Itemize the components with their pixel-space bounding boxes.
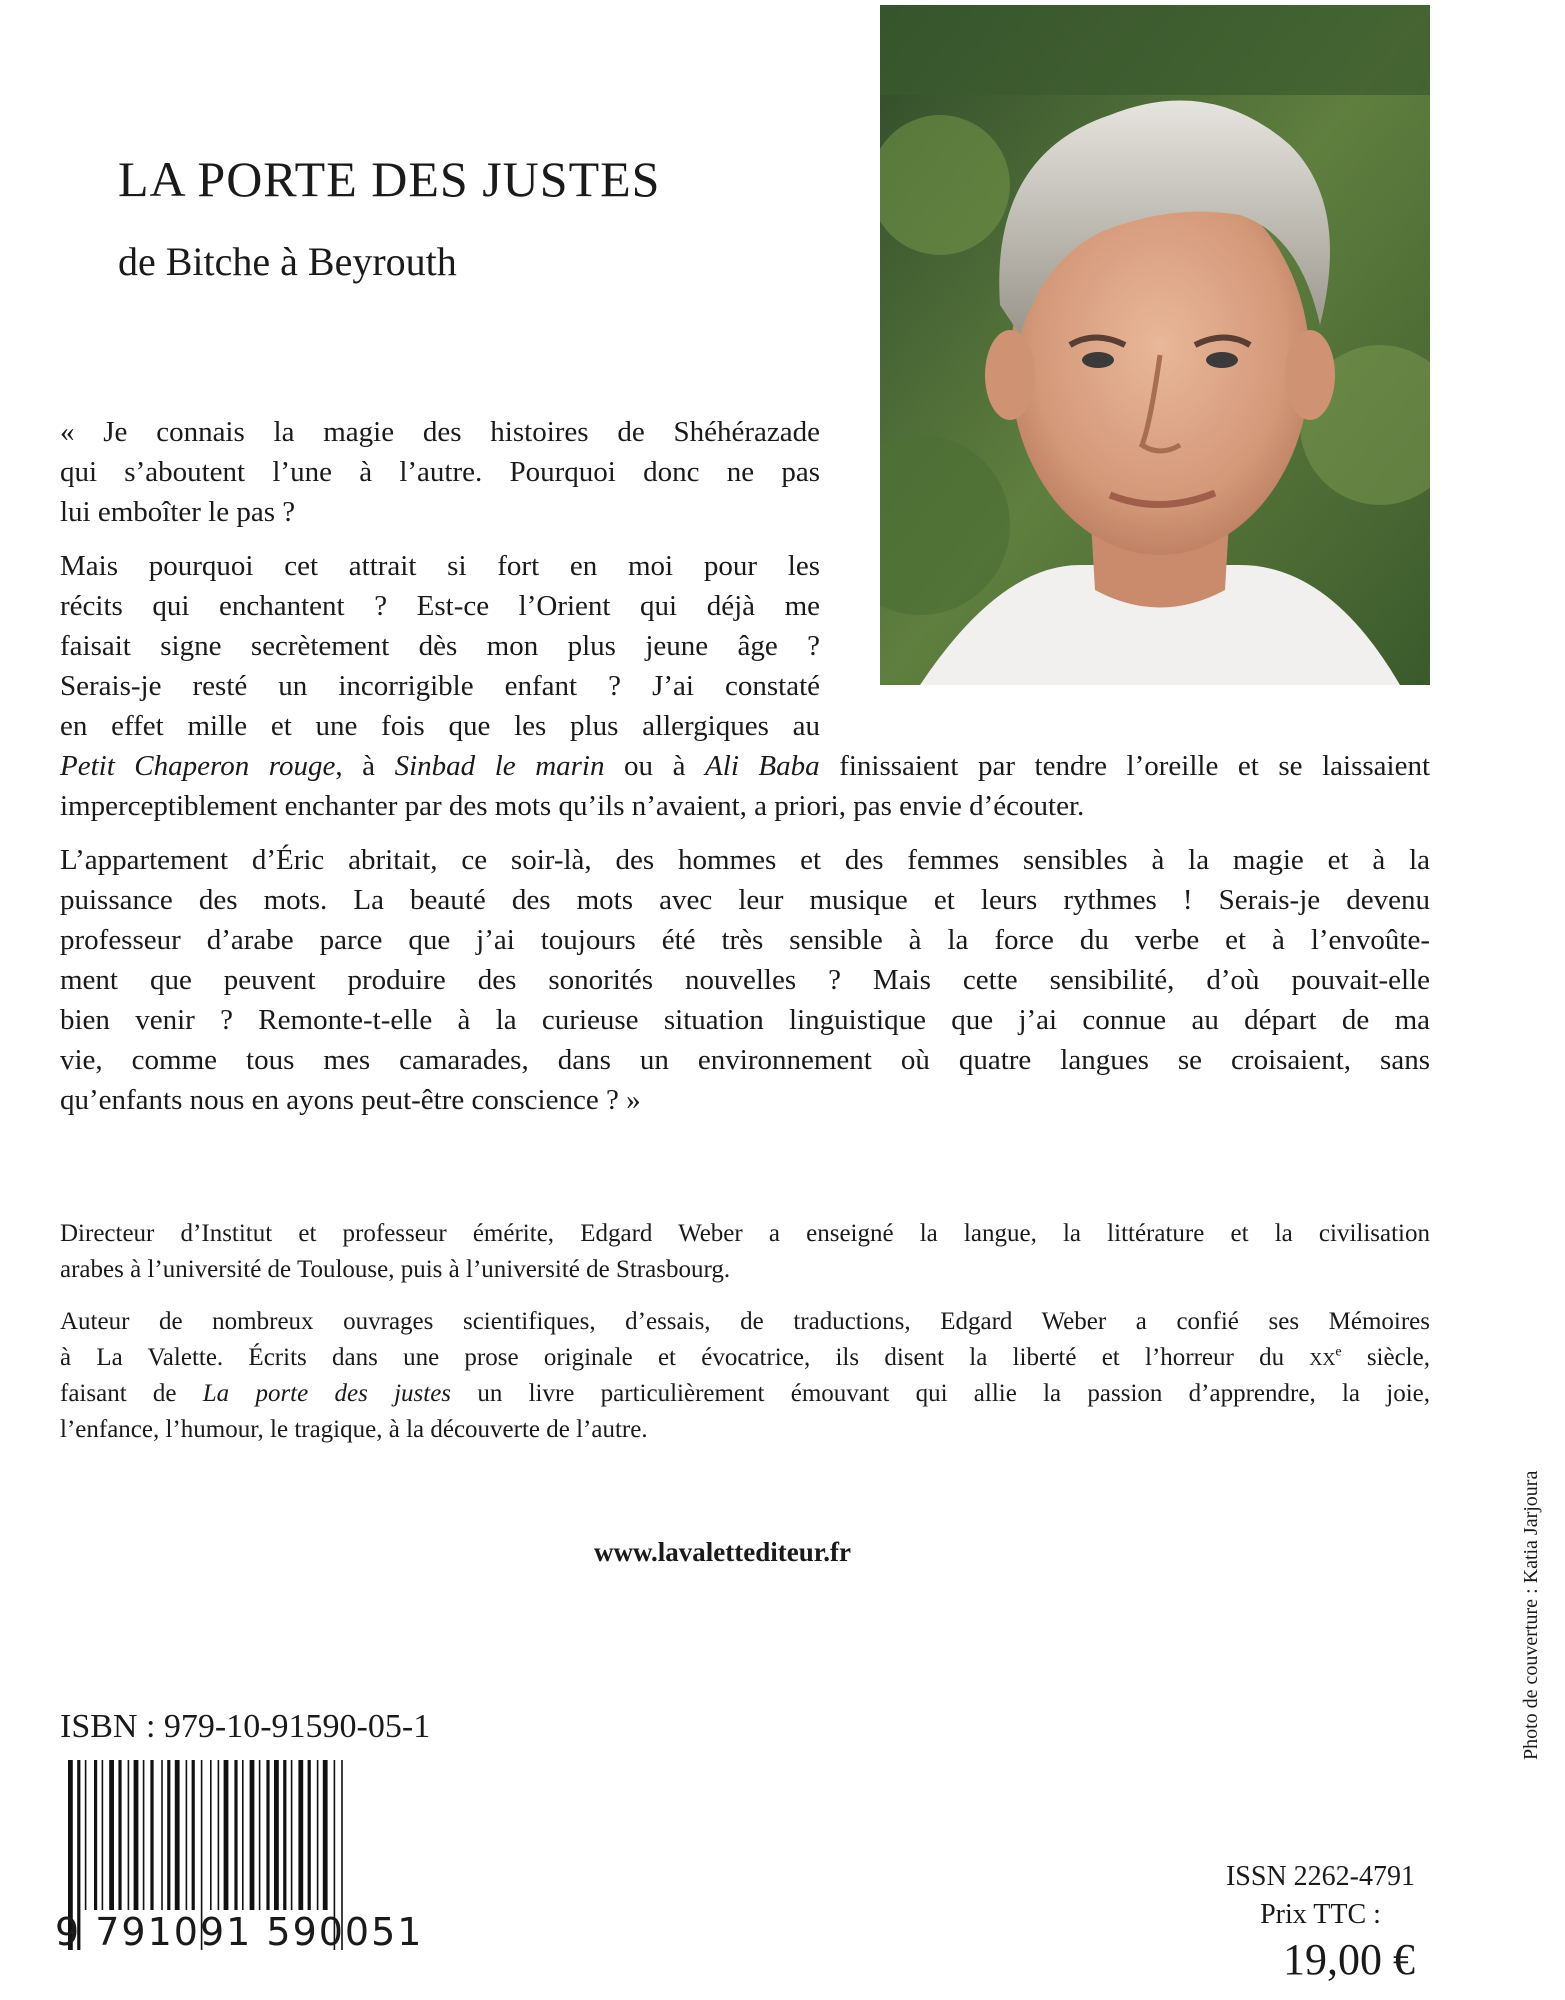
text-line: imperceptiblement enchanter par des mots qu’ils n’avaient, a priori, pas envie d’écouter. <box>60 790 1085 822</box>
text-line: arabes à l’université de Toulouse, puis à l’université de Strasbourg. <box>60 1256 731 1283</box>
text-fragment: à La Valette. Écrits dans une prose originale et évocatrice, ils disent la liberté et l’horreur du <box>60 1344 1310 1371</box>
author-bio <box>60 1216 1430 1464</box>
bio-paragraph-1 <box>60 1216 1430 1288</box>
barcode-bar <box>259 1760 261 1910</box>
text-line: ment que peuvent produire des sonorités nouvelles ? Mais cette sensibilité, d’où pouvait-elle <box>60 964 1430 996</box>
barcode-bar <box>250 1760 255 1910</box>
text-line: bien venir ? Remonte-t-elle à la curieuse situation linguistique que j’ai connue au départ de ma <box>60 1004 1430 1036</box>
publisher-website <box>0 1537 1565 1568</box>
barcode-bar <box>85 1760 87 1910</box>
text-fragment: siècle, <box>1341 1344 1430 1371</box>
text-fragment: , à <box>335 750 395 782</box>
barcode-bar <box>150 1760 153 1910</box>
text-fragment: finissaient par tendre l’oreille et se laissaient <box>819 750 1431 782</box>
text-fragment: faisant de <box>60 1380 203 1407</box>
price: 19,00 € <box>1283 1935 1415 1984</box>
barcode-bar <box>109 1760 114 1910</box>
text-line <box>60 746 1430 786</box>
isbn: ISBN : 979-10-91590-05-1 <box>60 1708 431 1745</box>
barcode-bar <box>118 1760 121 1910</box>
text-line <box>60 1376 1430 1412</box>
barcode-bar <box>94 1760 97 1910</box>
barcode-bar <box>186 1760 188 1910</box>
barcode-bar <box>134 1760 139 1910</box>
text-line: Directeur d’Institut et professeur émérite, Edgard Weber a enseigné la langue, la littérature et la civilisation <box>60 1220 1430 1247</box>
issn: ISSN 2262-4791 <box>1225 1861 1415 1892</box>
barcode-bar <box>102 1760 104 1910</box>
barcode-bar <box>308 1760 311 1910</box>
barcode-bar <box>218 1760 220 1910</box>
book-title: LA PORTE DES JUSTES <box>118 151 661 207</box>
barcode-bar <box>266 1760 269 1910</box>
barcode-bar <box>143 1760 145 1910</box>
book-subtitle: de Bitche à Beyrouth <box>118 239 457 284</box>
text-line: en effet mille et une fois que les plus allergiques au <box>60 710 820 742</box>
barcode-bar <box>274 1760 279 1910</box>
barcode-bar <box>175 1760 180 1910</box>
text-line: l’enfance, l’humour, le tragique, à la découverte de l’autre. <box>60 1416 648 1443</box>
text-line: lui emboîter le pas ? <box>60 496 296 528</box>
text-line <box>60 1340 1430 1376</box>
text-line: Auteur de nombreux ouvrages scientifiques, d’essais, de traductions, Edgard Weber a confié ses Mémoires <box>60 1308 1430 1335</box>
quote-paragraph-2 <box>60 546 1430 826</box>
barcode-bar <box>128 1760 130 1910</box>
text-fragment: ou à <box>604 750 706 782</box>
barcode-bar <box>210 1760 212 1910</box>
text-line: Serais-je resté un incorrigible enfant ? J’ai constaté <box>60 670 820 702</box>
barcode-bar <box>242 1760 244 1910</box>
text-line: qu’enfants nous en ayons peut-être conscience ? » <box>60 1084 641 1116</box>
quote-paragraph-1 <box>60 412 820 532</box>
barcode-bar <box>234 1760 237 1910</box>
barcode-bar <box>291 1760 293 1910</box>
bio-paragraph-2 <box>60 1304 1430 1448</box>
text-line: récits qui enchantent ? Est-ce l’Orient qui déjà me <box>60 590 820 622</box>
text-line: faisait signe secrètement dès mon plus jeune âge ? <box>60 630 820 662</box>
barcode-bar <box>224 1760 229 1910</box>
text-line: qui s’aboutent l’une à l’autre. Pourquoi donc ne pas <box>60 456 820 488</box>
text-line: Mais pourquoi cet attrait si fort en moi pour les <box>60 550 820 582</box>
barcode-bar <box>283 1760 286 1910</box>
text-line: vie, comme tous mes camarades, dans un environnement où quatre langues se croisaient, sans <box>60 1044 1430 1076</box>
barcode-digits: 9 791091 590051 <box>55 1910 424 1954</box>
barcode-bar <box>298 1760 303 1910</box>
barcode-bar <box>167 1760 170 1910</box>
price-label: Prix TTC : <box>1260 1899 1381 1930</box>
text-fragment: un livre particulièrement émouvant qui allie la passion d’apprendre, la joie, <box>451 1380 1431 1407</box>
quote-excerpt <box>60 412 1430 1134</box>
quote-paragraph-3 <box>60 840 1430 1120</box>
issn-block <box>1226 1858 1415 1934</box>
superscript: e <box>1335 1344 1342 1360</box>
text-line: « Je connais la magie des histoires de Shéhérazade <box>60 416 820 448</box>
text-line: professeur d’arabe parce que j’ai toujours été très sensible à la force du verbe et à l’envoûte- <box>60 924 1430 956</box>
barcode-bar <box>323 1760 328 1910</box>
century-numeral: xx <box>1309 1344 1336 1371</box>
italic-title: Sinbad le marin <box>394 750 605 782</box>
italic-title: Ali Baba <box>705 750 820 782</box>
photo-credit: Photo de couverture : Katia Jarjoura <box>1520 1470 1542 1760</box>
barcode-bar <box>192 1760 195 1910</box>
website-link[interactable]: www.lavalettediteur.fr <box>594 1537 851 1567</box>
text-line: puissance des mots. La beauté des mots avec leur musique et leurs rythmes ! Serais-je devenu <box>60 884 1430 916</box>
italic-title: La porte des justes <box>202 1380 452 1407</box>
italic-title: Petit Chaperon rouge <box>60 750 336 782</box>
barcode-bar <box>161 1760 163 1910</box>
text-line: L’appartement d’Éric abritait, ce soir-là, des hommes et des femmes sensibles à la magie et à la <box>60 844 1430 876</box>
barcode-bar <box>317 1760 319 1910</box>
